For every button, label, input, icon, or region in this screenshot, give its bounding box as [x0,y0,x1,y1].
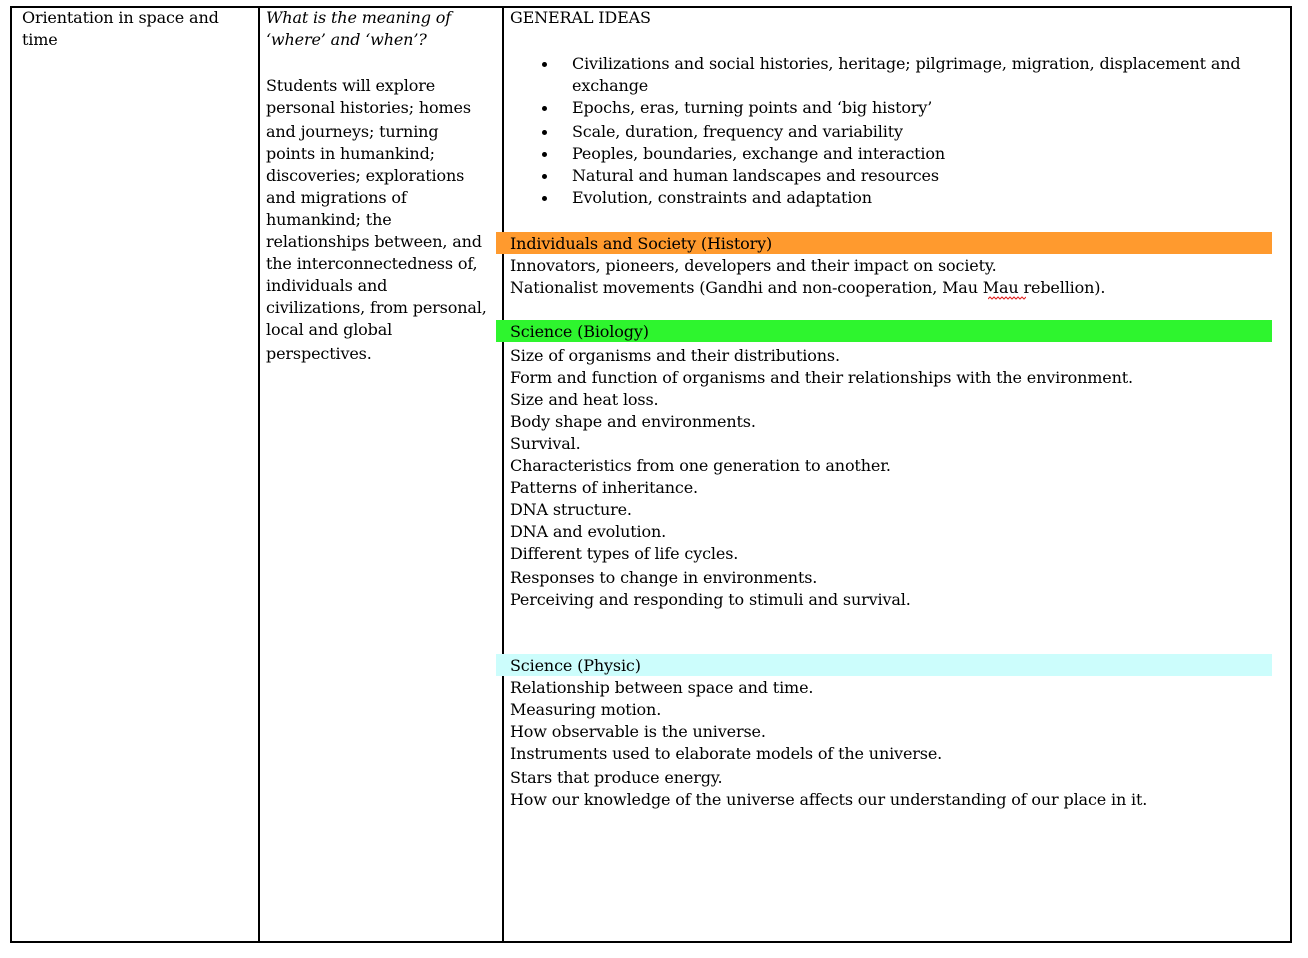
description-line: and migrations of [266,188,407,207]
biology-line: Body shape and environments. [510,412,756,431]
description-line: perspectives. [266,344,372,363]
biology-line: Characteristics from one generation to another. [510,456,891,475]
biology-heading: Science (Biology) [510,322,649,341]
description-line: personal histories; homes [266,98,471,117]
description-line: civilizations, from personal, [266,298,487,317]
general-ideas-heading: GENERAL IDEAS [510,8,651,27]
bullet-icon [542,152,547,157]
description-line: discoveries; explorations [266,166,465,185]
biology-line: Size of organisms and their distributions. [510,346,840,365]
biology-line: Survival. [510,434,581,453]
physics-heading: Science (Physic) [510,656,641,675]
general-idea-item: Evolution, constraints and adaptation [572,188,872,207]
bullet-icon [542,174,547,179]
physics-line: Relationship between space and time. [510,678,814,697]
history-heading: Individuals and Society (History) [510,234,773,253]
physics-line: How observable is the universe. [510,722,766,741]
theme-column [12,8,260,941]
description-line: local and global [266,320,393,339]
question-line-1: What is the meaning of [266,8,451,27]
physics-line: Instruments used to elaborate models of the universe. [510,744,943,763]
description-line: points in humankind; [266,144,435,163]
physics-line: Stars that produce energy. [510,768,723,787]
description-line: individuals and [266,276,388,295]
general-idea-item: Epochs, eras, turning points and ‘big history’ [572,98,933,117]
physics-line: How our knowledge of the universe affects our understanding of our place in it. [510,790,1148,809]
theme-line-2: time [22,30,58,49]
biology-line: DNA and evolution. [510,522,667,541]
biology-line: DNA structure. [510,500,632,519]
description-line: the interconnectedness of, [266,254,478,273]
general-idea-item: Scale, duration, frequency and variability [572,122,903,141]
description-line: Students will explore [266,76,436,95]
biology-line: Patterns of inheritance. [510,478,698,497]
spellcheck-underline [988,296,1026,300]
general-idea-item: Natural and human landscapes and resources [572,166,939,185]
question-line-2: ‘where’ and ‘when’? [266,30,427,49]
general-idea-item-continued: exchange [572,76,649,95]
bullet-icon [542,62,547,67]
theme-line-1: Orientation in space and [22,8,219,27]
general-idea-item: Peoples, boundaries, exchange and interaction [572,144,946,163]
physics-line: Measuring motion. [510,700,662,719]
description-line: humankind; the [266,210,392,229]
bullet-icon [542,106,547,111]
biology-line: Form and function of organisms and their relationships with the environment. [510,368,1133,387]
biology-line: Size and heat loss. [510,390,659,409]
biology-line: Different types of life cycles. [510,544,739,563]
biology-line: Perceiving and responding to stimuli and survival. [510,590,911,609]
history-line: Innovators, pioneers, developers and their impact on society. [510,256,997,275]
bullet-icon [542,130,547,135]
bullet-icon [542,196,547,201]
biology-line: Responses to change in environments. [510,568,818,587]
general-idea-item: Civilizations and social histories, heritage; pilgrimage, migration, displacement and [572,54,1241,73]
description-line: and journeys; turning [266,122,439,141]
description-line: relationships between, and [266,232,482,251]
history-line: Nationalist movements (Gandhi and non-cooperation, Mau Mau rebellion). [510,278,1106,297]
